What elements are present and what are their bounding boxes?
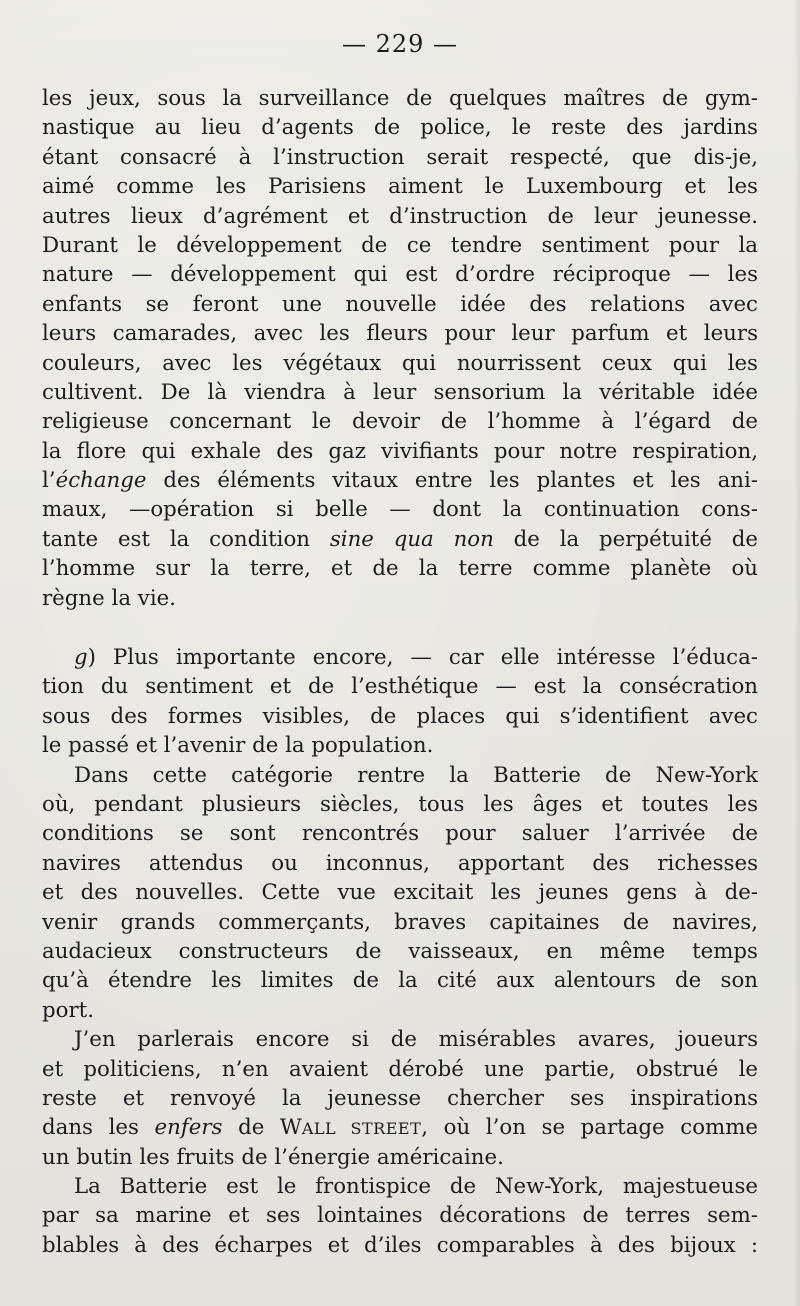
text-line (42, 495, 758, 524)
text-segment: et des nouvelles. Cette vue excitait les jeunes gens à de- (42, 880, 758, 906)
paragraph (42, 1172, 758, 1260)
text-segment: de la perpétuité de (493, 526, 758, 552)
italic-text: enfers (154, 1115, 223, 1141)
text-line (42, 290, 758, 319)
text-line (42, 908, 758, 937)
text-line (42, 1172, 758, 1201)
text-segment: un butin les fruits de l’énergie américaine. (42, 1144, 504, 1170)
text-segment: maux, —opération si belle — dont la continuation cons- (42, 497, 758, 523)
text-line (42, 819, 758, 848)
text-line (42, 1231, 758, 1260)
page-edge-shadow (794, 0, 800, 1306)
text-segment: règne la vie. (42, 585, 176, 611)
text-line (42, 437, 758, 466)
text-segment: des éléments vitaux entre les plantes et les ani- (146, 468, 758, 494)
italic-text: échange (55, 468, 147, 494)
text-segment: l’ (42, 468, 56, 494)
text-segment: enfants se feront une nouvelle idée des relations avec (42, 291, 758, 317)
text-segment: tante est la condition (42, 526, 330, 552)
text-segment: La Batterie est le frontispice de New-York, majestueuse (74, 1174, 758, 1200)
text-segment: et politiciens, n’en avaient dérobé une partie, obstrué le (42, 1056, 758, 1082)
small-caps-initial: W (279, 1115, 302, 1141)
text-line (42, 1055, 758, 1084)
text-line (42, 1025, 758, 1054)
text-segment: Durant le développement de ce tendre sentiment pour la (42, 232, 758, 258)
text-segment: nature — développement qui est d’ordre réciproque — les (42, 262, 758, 288)
text-line (42, 761, 758, 790)
text-segment: couleurs, avec les végétaux qui nourrissent ceux qui les (42, 350, 758, 376)
text-line (42, 231, 758, 260)
text-line (42, 672, 758, 701)
text-line (42, 996, 758, 1025)
text-segment: par sa marine et ses lointaines décorations de terres sem- (42, 1203, 758, 1229)
text-line (42, 584, 758, 613)
text-line (42, 349, 758, 378)
text-line (42, 525, 758, 554)
page-number: — 229 — (341, 30, 459, 58)
text-segment: Dans cette catégorie rentre la Batterie de New-York (74, 762, 758, 788)
text-segment: où, pendant plusieurs siècles, tous les âges et toutes les (42, 791, 758, 817)
text-segment: conditions se sont rencontrés pour saluer l’arrivée de (42, 821, 758, 847)
text-line (42, 554, 758, 583)
text-segment: religieuse concernant le devoir de l’homme à l’égard de (42, 409, 758, 435)
text-segment: audacieux constructeurs de vaisseaux, en même temps (42, 938, 758, 964)
text-segment: leurs camarades, avec les fleurs pour leur parfum et leurs (42, 321, 758, 347)
text-line (42, 407, 758, 436)
text-segment: J’en parlerais encore si de misérables avares, joueurs (74, 1027, 758, 1053)
paragraph (42, 1025, 758, 1172)
text-line (42, 143, 758, 172)
text-segment: qu’à étendre les limites de la cité aux alentours de son (42, 968, 758, 994)
text-segment: cultivent. De là viendra à leur sensorium la véritable idée (42, 379, 758, 405)
small-caps-text: ALL STREET (301, 1119, 422, 1139)
text-segment: l’homme sur la terre, et de la terre comme planète où (42, 556, 758, 582)
text-line (42, 319, 758, 348)
paragraph-gap (42, 613, 758, 643)
text-segment: tion du sentiment et de l’esthétique — est la consécration (42, 674, 758, 700)
text-segment: , où l’on se partage comme (421, 1115, 759, 1141)
text-segment: la flore qui exhale des gaz vivifiants pour notre respiration, (42, 438, 758, 464)
text-line (42, 466, 758, 495)
text-segment: étant consacré à l’instruction serait respecté, que dis-je, (42, 144, 758, 170)
paragraph (42, 761, 758, 1026)
text-line (42, 937, 758, 966)
text-segment: port. (42, 997, 94, 1023)
text-line (42, 1084, 758, 1113)
text-line (42, 849, 758, 878)
text-segment: sous des formes visibles, de places qui s’identifient avec (42, 703, 758, 729)
text-line (42, 878, 758, 907)
paragraph (42, 643, 758, 761)
text-line (42, 260, 758, 289)
text-line (42, 790, 758, 819)
text-segment: venir grands commerçants, braves capitaines de navires, (42, 909, 758, 935)
italic-text: g (74, 645, 88, 671)
text-line (42, 702, 758, 731)
text-segment: autres lieux d’agrément et d’instruction de leur jeunesse. (42, 203, 758, 229)
text-segment: dans les (42, 1115, 155, 1141)
text-line (42, 113, 758, 142)
text-segment: reste et renvoyé la jeunesse chercher ses inspirations (42, 1085, 758, 1111)
text-segment: nastique au lieu d’agents de police, le reste des jardins (42, 115, 758, 141)
text-segment: ) Plus importante encore, — car elle intéresse l’éduca- (87, 645, 758, 671)
text-line (42, 202, 758, 231)
text-line (42, 643, 758, 672)
text-segment: de (222, 1115, 280, 1141)
text-line (42, 84, 758, 113)
text-segment: aimé comme les Parisiens aiment le Luxembourg et les (42, 174, 758, 200)
text-line (42, 731, 758, 760)
text-line (42, 172, 758, 201)
text-line (42, 378, 758, 407)
text-line (42, 1143, 758, 1172)
text-segment: blables à des écharpes et d’iles comparables à des bijoux : (42, 1232, 758, 1258)
italic-text: sine qua non (329, 526, 494, 552)
text-segment: le passé et l’avenir de la population. (42, 733, 434, 759)
text-line (42, 1113, 758, 1142)
body-text (42, 84, 758, 1260)
text-segment: les jeux, sous la surveillance de quelques maîtres de gym- (42, 86, 758, 111)
paragraph (42, 84, 758, 613)
text-line (42, 966, 758, 995)
text-line (42, 1201, 758, 1230)
text-segment: navires attendus ou inconnus, apportant des richesses (42, 850, 758, 876)
